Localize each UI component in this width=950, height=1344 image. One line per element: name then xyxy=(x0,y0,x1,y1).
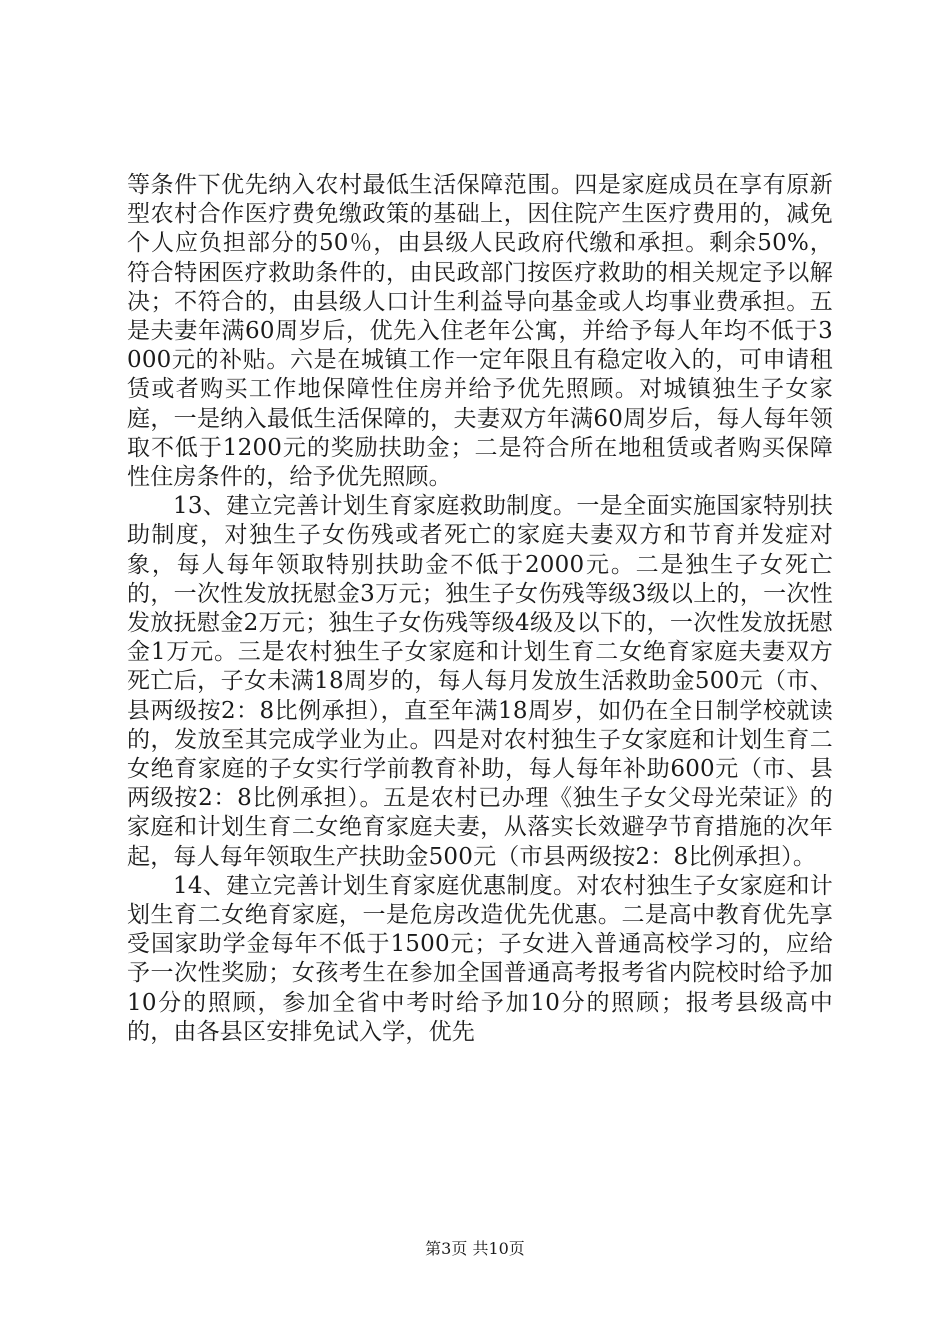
paragraph-continuation: 等条件下优先纳入农村最低生活保障范围。四是家庭成员在享有原新型农村合作医疗费免缴政策的基础上，因住院产生医疗费用的，减免个人应负担部分的50％，由县级人民政府代缴和承担。剩余50%，符合特困医疗救助条件的，由民政部门按医疗救助的相关规定予以解决；不符合的，由县级人口计生利益导向基金或人均事业费承担。五是夫妻年满60周岁后，优先入住老年公寓，并给予每人年均不低于3000元的补贴。六是在城镇工作一定年限且有稳定收入的，可申请租赁或者购买工作地保障性住房并给予优先照顾。对城镇独生子女家庭，一是纳入最低生活保障的，夫妻双方年满60周岁后，每人每年领取不低于1200元的奖励扶助金；二是符合所在地租赁或者购买保障性住房条件的，给予优先照顾。 xyxy=(127,172,833,491)
document-body xyxy=(127,171,833,1047)
paragraph-item-14: 14、建立完善计划生育家庭优惠制度。对农村独生子女家庭和计划生育二女绝育家庭，一是危房改造优先优惠。二是高中教育优先享受国家助学金每年不低于1500元；子女进入普通高校学习的，应给予一次性奖励；女孩考生在参加全国普通高考报考省内院校时给予加10分的照顾，参加全省中考时给予加10分的照顾；报考县级高中的，由各县区安排免试入学，优先 xyxy=(127,872,833,1045)
paragraph-item-13: 13、建立完善计划生育家庭救助制度。一是全面实施国家特别扶助制度，对独生子女伤残或者死亡的家庭夫妻双方和节育并发症对象，每人每年领取特别扶助金不低于2000元。二是独生子女死亡的，一次性发放抚慰金3万元；独生子女伤残等级3级以上的，一次性发放抚慰金2万元；独生子女伤残等级4级及以下的，一次性发放抚慰金1万元。三是农村独生子女家庭和计划生育二女绝育家庭夫妻双方死亡后，子女未满18周岁的，每人每月发放生活救助金500元（市、县两级按2：8比例承担），直至年满18周岁，如仍在全日制学校就读的，发放至其完成学业为止。四是对农村独生子女家庭和计划生育二女绝育家庭的子女实行学前教育补助，每人每年补助600元（市、县两级按2：8比例承担）。五是农村已办理《独生子女父母光荣证》的家庭和计划生育二女绝育家庭夫妻，从落实长效避孕节育措施的次年起，每人每年领取生产扶助金500元（市县两级按2：8比例承担）。 xyxy=(127,493,833,870)
page-footer: 第3页 共10页 xyxy=(425,1239,525,1258)
